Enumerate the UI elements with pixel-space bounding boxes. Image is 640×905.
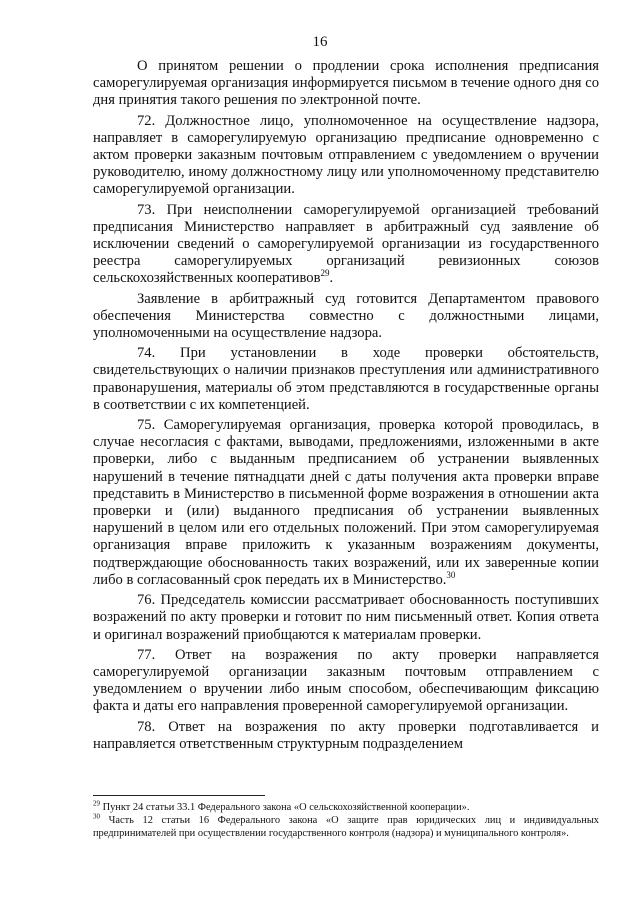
document-body	[93, 58, 599, 753]
footnote-marker: 29	[93, 799, 100, 808]
paragraph-75	[93, 417, 599, 589]
footnote-ref-30: 30	[446, 570, 456, 581]
paragraph-text: 76. Председатель комиссии рассматривает обоснованность поступивших возражений по акту проверки и готовит по ним письменный ответ. Копия ответа и оригинал возражений приобщаются к материалам проверки.	[93, 592, 599, 643]
footnote-text: Часть 12 статьи 16 Федерального закона «О защите прав юридических лиц и индивидуальных предпринимателей при осуществлении государственного контроля (надзора) и муниципального контроля».	[93, 815, 599, 839]
paragraph-1	[93, 58, 599, 110]
paragraph-74	[93, 345, 599, 414]
paragraph-text: Заявление в арбитражный суд готовится Департаментом правового обеспечения Министерства совместно с должностными лицами, уполномоченными на осуществление надзора.	[93, 290, 599, 342]
page-number: 16	[312, 34, 328, 50]
paragraph-text: 72. Должностное лицо, уполномоченное на осуществление надзора, направляет в саморегулируемую организацию предписание одновременно с актом проверки заказным почтовым отправлением с уведомлением о вручении руководителю, иному должностному лицу или уполномоченному представителю саморегулируемой организации.	[93, 112, 599, 198]
paragraph-text: 75. Саморегулируемая организация, проверка которой проводилась, в случае несогласия с фактами, выводами, предложениями, изложенными в акте проверки, либо с выданным предписанием об устранении выявленных нарушений в течение пятнадцати дней с даты получения акта проверки вправе представить в Министерство в письменной форме возражения в отношении акта проверки и (или) выданного предписания об устранении выявленных нарушений в целом или его отдельных положений. При этом саморегулируемая организация вправе приложить к указанным возражениям документы, подтверждающие обоснованность таких возражений, или их заверенные копии либо в согласованный срок передать их в Министерство.	[93, 417, 599, 588]
paragraph-text: 78. Ответ на возражения по акту проверки подготавливается и направляется ответственным структурным подразделением	[93, 718, 599, 752]
footnotes	[93, 801, 599, 840]
paragraph-text: О принятом решении о продлении срока исполнения предписания саморегулируемая организация информируется письмом в течение одного дня со дня принятия такого решения по электронной почте.	[93, 58, 599, 109]
paragraph-76	[93, 592, 599, 644]
paragraph-73-continued	[93, 291, 599, 343]
paragraph-72	[93, 113, 599, 199]
paragraph-tail: .	[329, 270, 334, 287]
footnote-divider	[93, 795, 265, 796]
paragraph-text: 73. При неисполнении саморегулируемой организацией требований предписания Министерство направляет в арбитражный суд заявление об исключении сведений о саморегулируемой организации из государственного реестра саморегулируемых организаций ревизионных союзов сельскохозяйственных кооперативов	[93, 201, 599, 287]
paragraph-77	[93, 647, 599, 716]
footnote-30	[93, 814, 599, 840]
footnote-text: Пункт 24 статьи 33.1 Федерального закона «О сельскохозяйственной кооперации».	[100, 802, 470, 813]
footnote-29	[93, 801, 599, 814]
paragraph-text: 74. При установлении в ходе проверки обстоятельств, свидетельствующих о наличии признаков преступления или административного правонарушения, материалы об этом представляются в государственные органы в соответствии с их компетенцией.	[93, 345, 599, 413]
paragraph-text: 77. Ответ на возражения по акту проверки направляется саморегулируемой организации заказным почтовым отправлением с уведомлением о вручении либо иным способом, обеспечивающим фиксацию факта и даты его направления проверенной саморегулируемой организации.	[93, 646, 599, 715]
footnote-ref-29: 29	[320, 268, 330, 279]
paragraph-73	[93, 202, 599, 288]
paragraph-78	[93, 719, 599, 753]
footnote-marker: 30	[93, 812, 100, 821]
